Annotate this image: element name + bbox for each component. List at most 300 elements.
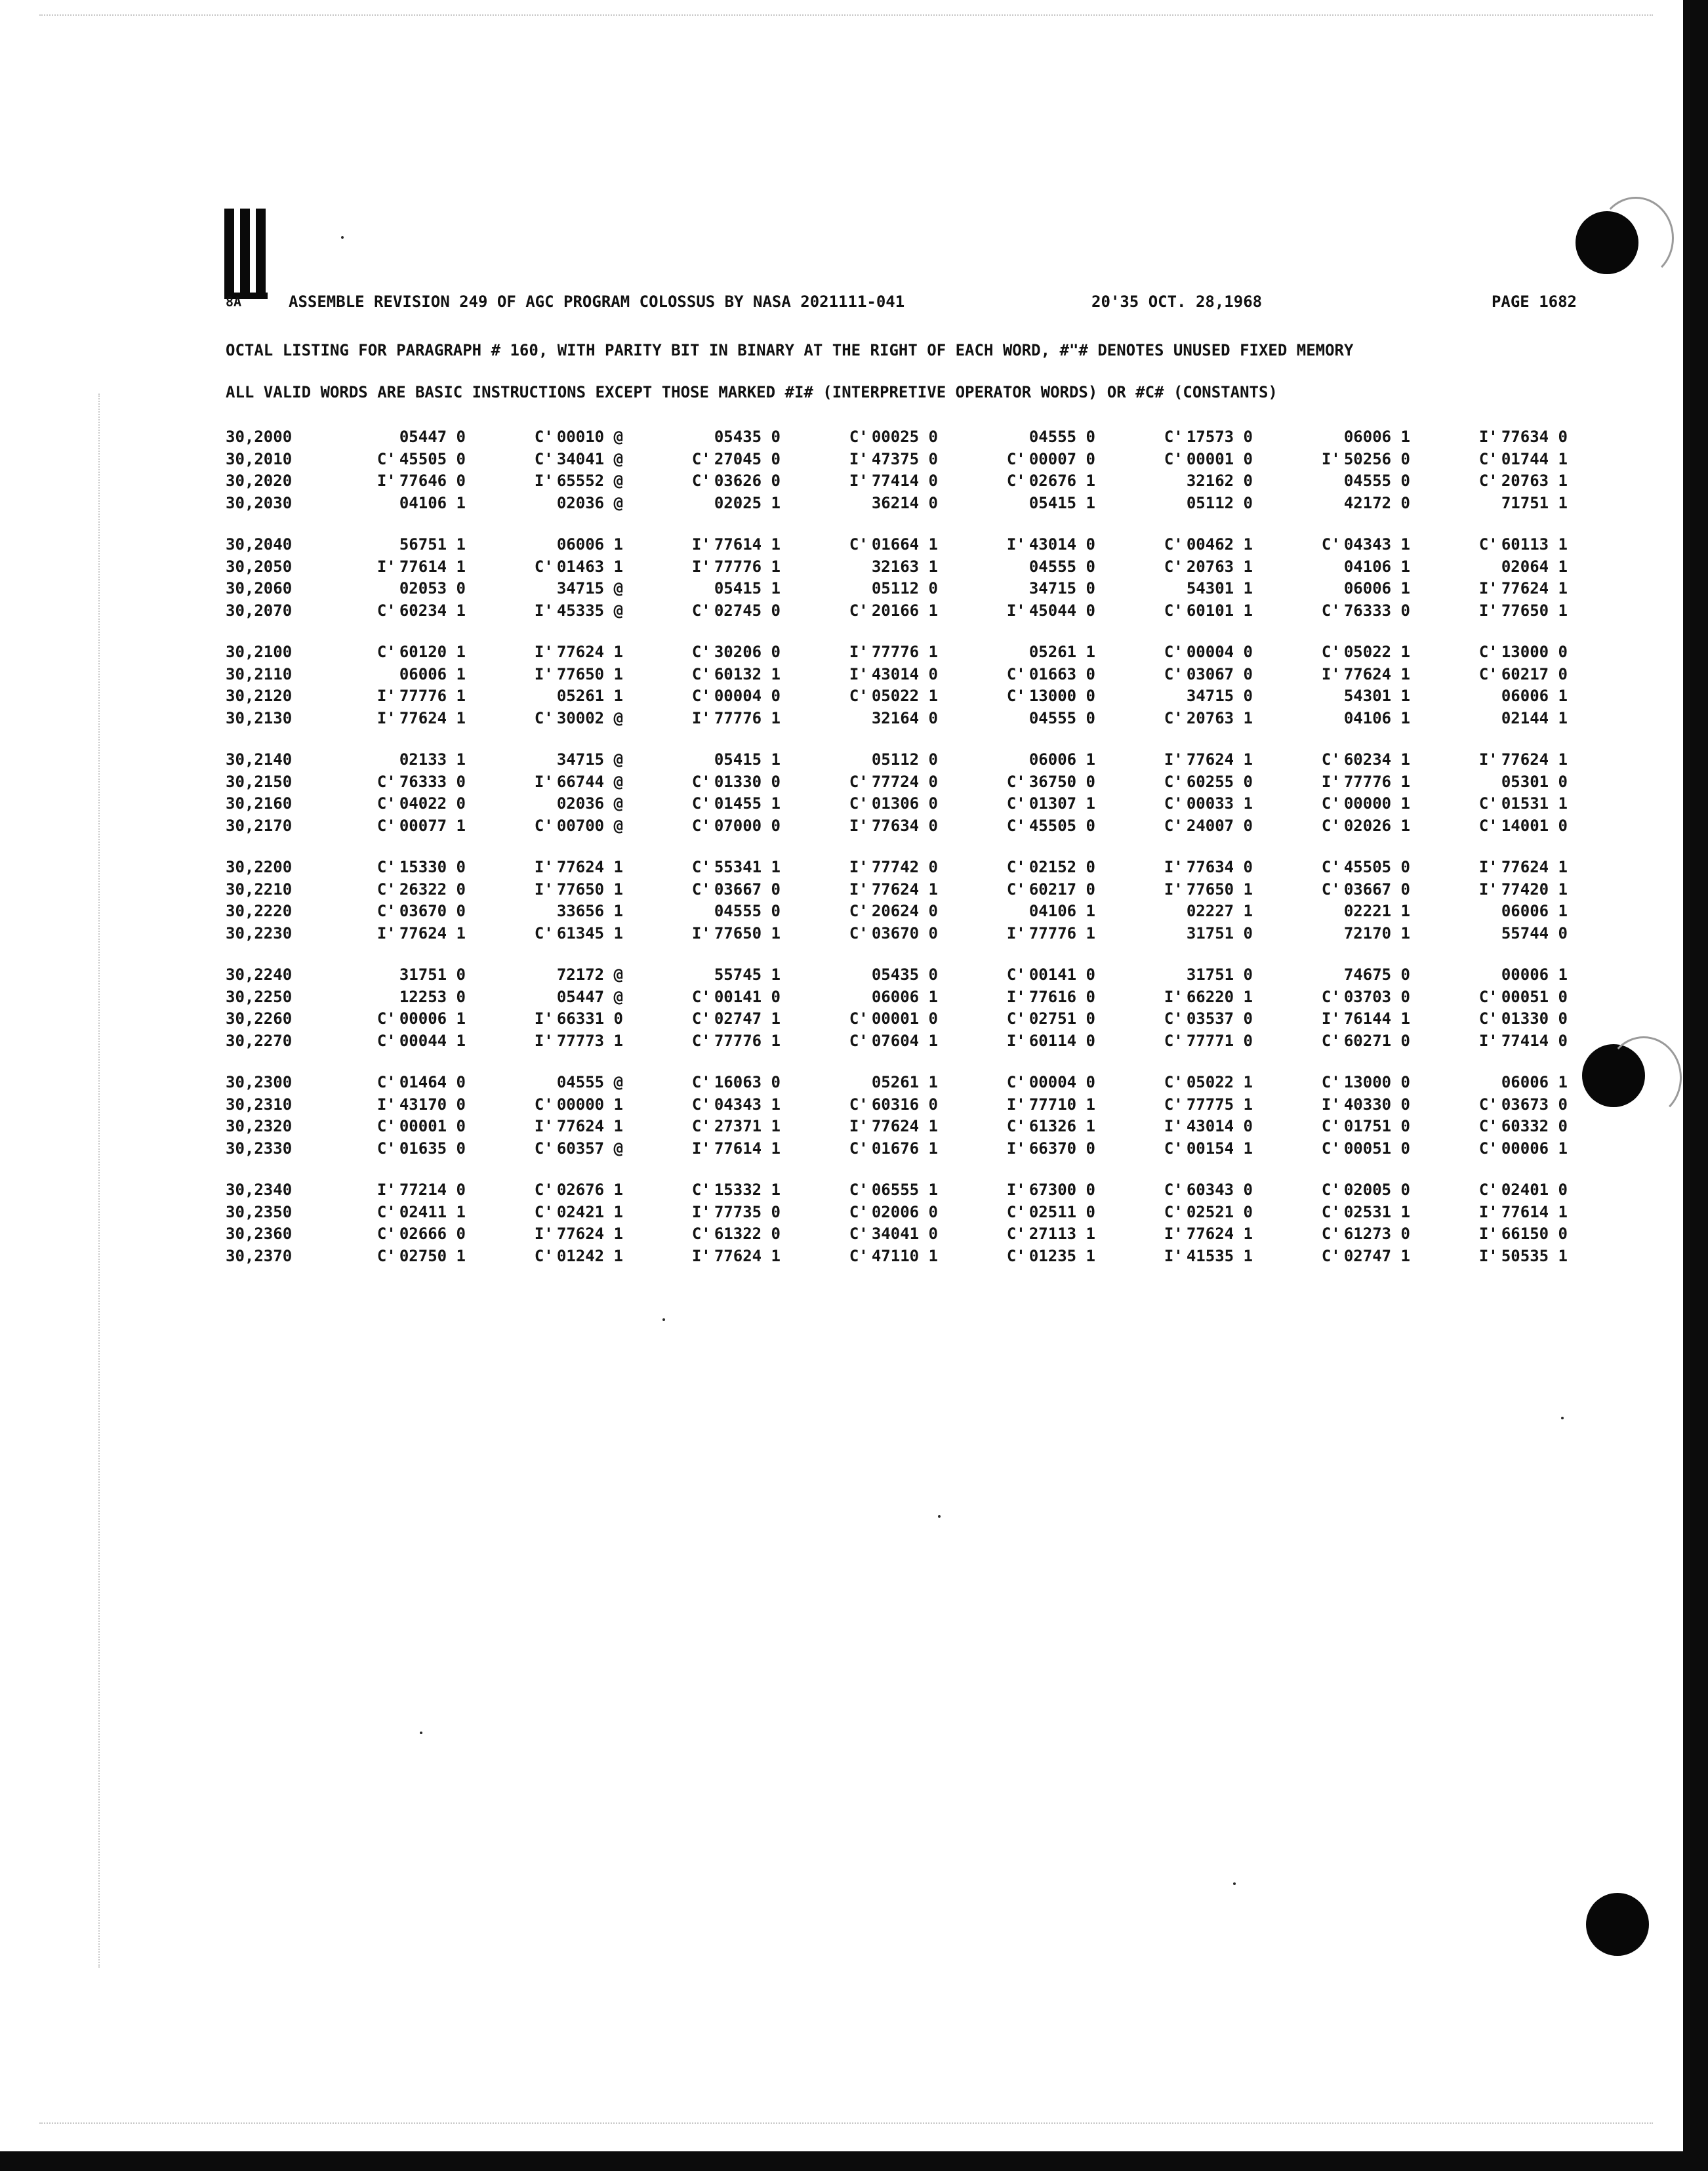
octal-word [328, 1072, 466, 1093]
word-value: 00004 0 [1028, 1073, 1095, 1091]
word-value: 13000 0 [1501, 643, 1568, 661]
row-address: 30,2220 [226, 902, 293, 920]
row-address: 30,2200 [226, 858, 293, 876]
octal-word [328, 449, 466, 470]
word-value: 02036 @ [556, 794, 623, 813]
word-value: 50256 0 [1343, 449, 1410, 468]
octal-word [1430, 664, 1568, 685]
row-address: 30,2120 [226, 687, 293, 705]
octal-word [485, 426, 623, 448]
octal-word [328, 534, 466, 556]
word-value: 60132 1 [714, 664, 781, 683]
word-value: 00025 0 [871, 428, 938, 446]
octal-word [1272, 556, 1410, 578]
word-value: 66150 0 [1501, 1225, 1568, 1243]
word-type-marker: C' [534, 816, 554, 835]
listing-row [226, 964, 1577, 986]
word-type-marker: C' [1006, 1225, 1026, 1243]
octal-word [1430, 685, 1568, 707]
word-type-marker: C' [534, 557, 554, 576]
word-value: 02144 1 [1501, 708, 1568, 727]
word-value: 02053 0 [399, 579, 466, 598]
word-value: 03670 0 [399, 902, 466, 920]
word-value: 55341 1 [714, 858, 781, 876]
octal-word [1115, 493, 1253, 514]
octal-word [1430, 493, 1568, 514]
word-value: 34041 0 [871, 1225, 938, 1243]
octal-word [485, 793, 623, 815]
word-value: 02152 0 [1028, 858, 1095, 876]
word-value: 77634 0 [1186, 858, 1253, 876]
octal-word [800, 708, 938, 729]
word-value: 02401 0 [1501, 1181, 1568, 1199]
octal-word [800, 664, 938, 685]
word-type-marker: C' [1478, 643, 1498, 661]
listing-row [226, 685, 1577, 708]
word-type-marker: I' [1164, 1225, 1183, 1243]
word-value: 15330 0 [399, 858, 466, 876]
octal-word [1430, 556, 1568, 578]
word-value: 77776 1 [1343, 772, 1410, 791]
word-value: 14001 0 [1501, 816, 1568, 835]
octal-word [1115, 1179, 1253, 1201]
word-value: 27113 1 [1028, 1225, 1095, 1243]
word-type-marker: I' [1478, 579, 1498, 598]
octal-word [1272, 749, 1410, 771]
octal-word [1430, 1223, 1568, 1245]
listing-row [226, 1246, 1577, 1268]
octal-word [643, 964, 781, 986]
octal-word [1115, 879, 1253, 901]
word-value: 60343 0 [1186, 1181, 1253, 1199]
word-value: 45044 0 [1028, 601, 1095, 620]
octal-word [1272, 426, 1410, 448]
row-address: 30,2030 [226, 493, 293, 512]
octal-word [1272, 815, 1410, 837]
scan-top-dotted-line [39, 14, 1653, 16]
octal-word [485, 578, 623, 599]
word-type-marker: C' [534, 1095, 554, 1114]
word-type-marker: I' [376, 557, 396, 576]
word-type-marker: I' [376, 708, 396, 727]
octal-word [643, 664, 781, 685]
listing-row [226, 879, 1577, 901]
word-type-marker: I' [534, 1225, 554, 1243]
word-type-marker: C' [376, 858, 396, 876]
octal-word [328, 879, 466, 901]
octal-word [800, 749, 938, 771]
octal-word [800, 470, 938, 492]
word-type-marker: C' [376, 902, 396, 920]
word-value: 05112 0 [1186, 493, 1253, 512]
word-value: 77414 0 [1501, 1031, 1568, 1050]
word-value: 77710 1 [1028, 1095, 1095, 1114]
word-value: 77624 1 [1501, 858, 1568, 876]
octal-word [958, 1072, 1095, 1093]
word-type-marker: C' [1164, 1073, 1183, 1091]
word-value: 02751 0 [1028, 1009, 1095, 1028]
word-type-marker: C' [1478, 816, 1498, 835]
octal-word [1272, 1138, 1410, 1160]
row-address: 30,2060 [226, 579, 293, 598]
word-value: 77771 0 [1186, 1031, 1253, 1050]
octal-word [1272, 664, 1410, 685]
word-value: 01330 0 [1501, 1009, 1568, 1028]
octal-word [800, 923, 938, 944]
octal-word [643, 901, 781, 922]
octal-word [485, 1030, 623, 1052]
word-value: 07000 0 [714, 816, 781, 835]
listing-row [226, 749, 1577, 771]
octal-word [485, 879, 623, 901]
word-type-marker: C' [849, 1246, 868, 1265]
word-type-marker: C' [691, 1095, 711, 1114]
word-type-marker: I' [534, 880, 554, 899]
octal-word [1115, 986, 1253, 1008]
octal-word [485, 964, 623, 986]
word-value: 03703 0 [1343, 987, 1410, 1006]
word-value: 61345 1 [556, 923, 623, 943]
octal-word [328, 1094, 466, 1116]
word-type-marker: C' [1478, 1095, 1498, 1114]
word-value: 01744 1 [1501, 449, 1568, 468]
listing-row [226, 578, 1577, 600]
word-type-marker: C' [1006, 794, 1026, 813]
word-type-marker: C' [376, 601, 396, 620]
word-value: 04106 1 [399, 493, 466, 512]
octal-word [1115, 1223, 1253, 1245]
octal-word [1115, 1246, 1253, 1267]
octal-word [1430, 1202, 1568, 1223]
octal-word [1115, 685, 1253, 707]
word-value: 76144 1 [1343, 1009, 1410, 1028]
word-type-marker: C' [1478, 664, 1498, 683]
octal-word [485, 664, 623, 685]
word-value: 34715 0 [1028, 579, 1095, 598]
word-type-marker: C' [1321, 1181, 1341, 1199]
word-value: 00001 0 [399, 1117, 466, 1135]
octal-word [1430, 879, 1568, 901]
octal-word [958, 578, 1095, 599]
listing-row [226, 1116, 1577, 1138]
octal-word [328, 470, 466, 492]
octal-word [643, 1179, 781, 1201]
word-value: 77776 1 [714, 1031, 781, 1050]
octal-word [1272, 771, 1410, 793]
word-value: 61322 0 [714, 1225, 781, 1243]
word-value: 00141 0 [1028, 965, 1095, 984]
word-value: 04106 1 [1343, 708, 1410, 727]
word-type-marker: C' [1321, 1139, 1341, 1158]
octal-word [1272, 879, 1410, 901]
octal-word [328, 815, 466, 837]
word-value: 02511 0 [1028, 1202, 1095, 1221]
octal-word [1430, 578, 1568, 599]
word-type-marker: I' [1478, 750, 1498, 769]
word-type-marker: I' [1006, 1095, 1026, 1114]
word-type-marker: I' [534, 1031, 554, 1050]
octal-word [328, 493, 466, 514]
word-value: 77624 1 [556, 858, 623, 876]
listing-block [226, 1179, 1577, 1267]
word-type-marker: I' [376, 1095, 396, 1114]
octal-word [800, 771, 938, 793]
octal-word [643, 749, 781, 771]
word-type-marker: C' [1164, 772, 1183, 791]
word-value: 20763 1 [1186, 708, 1253, 727]
word-value: 05261 1 [871, 1073, 938, 1091]
octal-word [958, 923, 1095, 944]
word-value: 02036 @ [556, 493, 623, 512]
word-value: 20624 0 [871, 902, 938, 920]
word-value: 45505 0 [399, 449, 466, 468]
word-type-marker: C' [1164, 428, 1183, 446]
octal-word [643, 1072, 781, 1093]
octal-word [800, 449, 938, 470]
octal-word [328, 1030, 466, 1052]
octal-word [328, 964, 466, 986]
word-type-marker: C' [691, 858, 711, 876]
octal-word [1115, 1138, 1253, 1160]
word-type-marker: C' [376, 1246, 396, 1265]
word-value: 00051 0 [1501, 987, 1568, 1006]
octal-word [643, 857, 781, 878]
word-value: 02676 1 [556, 1181, 623, 1199]
row-address: 30,2250 [226, 987, 293, 1006]
octal-word [1272, 1030, 1410, 1052]
listing-block [226, 1072, 1577, 1160]
word-value: 77650 1 [714, 923, 781, 943]
octal-word [643, 879, 781, 901]
octal-word [485, 857, 623, 878]
word-value: 02411 1 [399, 1202, 466, 1221]
octal-word [1115, 578, 1253, 599]
octal-word [328, 857, 466, 878]
word-value: 24007 0 [1186, 816, 1253, 835]
octal-word [1430, 857, 1568, 878]
word-value: 05261 1 [1028, 643, 1095, 661]
word-value: 04106 1 [1343, 557, 1410, 576]
octal-word [1272, 449, 1410, 470]
word-type-marker: I' [1478, 601, 1498, 620]
page-number: PAGE 1682 [1491, 293, 1577, 311]
word-value: 77634 0 [1501, 428, 1568, 446]
octal-word [328, 901, 466, 922]
word-type-marker: C' [1164, 1009, 1183, 1028]
octal-word [643, 1223, 781, 1245]
word-type-marker: I' [1321, 1095, 1341, 1114]
word-value: 02747 1 [1343, 1246, 1410, 1265]
word-value: 36214 0 [871, 493, 938, 512]
octal-word [958, 793, 1095, 815]
word-value: 05112 0 [871, 579, 938, 598]
word-value: 02531 1 [1343, 1202, 1410, 1221]
word-type-marker: C' [1321, 794, 1341, 813]
word-value: 55745 1 [714, 965, 781, 984]
word-value: 03667 0 [714, 880, 781, 899]
word-value: 01306 0 [871, 794, 938, 813]
word-value: 43014 0 [871, 664, 938, 683]
row-address: 30,2010 [226, 449, 293, 468]
row-address: 30,2330 [226, 1139, 293, 1158]
row-address: 30,2160 [226, 794, 293, 813]
octal-word [328, 1202, 466, 1223]
word-value: 60271 0 [1343, 1031, 1410, 1050]
scan-speck [1233, 1882, 1236, 1885]
word-value: 54301 1 [1343, 687, 1410, 705]
octal-word [328, 708, 466, 729]
word-value: 36750 0 [1028, 772, 1095, 791]
word-type-marker: C' [691, 664, 711, 683]
assembly-timestamp: 20'35 OCT. 28,1968 [1091, 293, 1263, 311]
word-value: 77420 1 [1501, 880, 1568, 899]
word-value: 01464 0 [399, 1073, 466, 1091]
word-type-marker: C' [849, 794, 868, 813]
word-type-marker: C' [376, 816, 396, 835]
octal-word [643, 708, 781, 729]
octal-word [643, 556, 781, 578]
octal-word [1430, 901, 1568, 922]
word-type-marker: C' [849, 923, 868, 943]
octal-word [800, 1116, 938, 1137]
word-value: 05022 1 [1186, 1073, 1253, 1091]
word-value: 77624 1 [1343, 664, 1410, 683]
word-value: 05435 0 [714, 428, 781, 446]
word-type-marker: C' [1164, 1095, 1183, 1114]
row-address: 30,2050 [226, 557, 293, 576]
word-value: 00033 1 [1186, 794, 1253, 813]
word-value: 71751 1 [1501, 493, 1568, 512]
register-bar [256, 209, 266, 294]
word-value: 03626 0 [714, 472, 781, 490]
word-value: 77624 1 [1501, 579, 1568, 598]
word-type-marker: C' [849, 1181, 868, 1199]
word-type-marker: I' [1006, 1181, 1026, 1199]
octal-word [643, 534, 781, 556]
row-address: 30,2110 [226, 664, 293, 683]
word-value: 20763 1 [1186, 557, 1253, 576]
octal-word [1115, 556, 1253, 578]
word-value: 16063 0 [714, 1073, 781, 1091]
word-type-marker: I' [534, 858, 554, 876]
word-type-marker: C' [1321, 987, 1341, 1006]
word-type-marker: C' [1006, 472, 1026, 490]
word-type-marker: I' [849, 880, 868, 899]
word-type-marker: C' [1321, 601, 1341, 620]
word-value: 05447 @ [556, 987, 623, 1006]
octal-word [643, 641, 781, 663]
word-type-marker: C' [1321, 1031, 1341, 1050]
word-value: 77616 0 [1028, 987, 1095, 1006]
octal-word [800, 1008, 938, 1030]
word-value: 04343 1 [714, 1095, 781, 1114]
octal-word [485, 534, 623, 556]
octal-word [643, 600, 781, 622]
word-value: 77624 1 [1186, 1225, 1253, 1243]
binder-hole-ring-middle [1606, 1036, 1682, 1119]
word-type-marker: I' [534, 643, 554, 661]
octal-word [328, 923, 466, 944]
octal-word [1115, 749, 1253, 771]
row-address: 30,2130 [226, 708, 293, 727]
octal-word [485, 449, 623, 470]
listing-row [226, 470, 1577, 493]
octal-word [958, 771, 1095, 793]
scan-speck [420, 1732, 422, 1734]
word-value: 60217 0 [1028, 880, 1095, 899]
word-value: 60113 1 [1501, 535, 1568, 554]
octal-word [1115, 600, 1253, 622]
listing-row [226, 708, 1577, 730]
register-mark-label: 8A [226, 294, 242, 310]
word-value: 45505 0 [1343, 858, 1410, 876]
listing-row [226, 857, 1577, 879]
word-type-marker: C' [1006, 772, 1026, 791]
octal-word [643, 493, 781, 514]
word-type-marker: C' [691, 687, 711, 705]
octal-word [958, 815, 1095, 837]
octal-word [958, 857, 1095, 878]
word-value: 05301 0 [1501, 772, 1568, 791]
word-type-marker: I' [1478, 1225, 1498, 1243]
word-value: 41535 1 [1186, 1246, 1253, 1265]
word-value: 12253 0 [399, 987, 466, 1006]
word-type-marker: C' [849, 535, 868, 554]
word-value: 01531 1 [1501, 794, 1568, 813]
octal-word [1430, 708, 1568, 729]
row-address: 30,2240 [226, 965, 293, 984]
octal-word [800, 964, 938, 986]
word-value: 77735 0 [714, 1202, 781, 1221]
word-type-marker: C' [376, 1139, 396, 1158]
word-type-marker: C' [534, 449, 554, 468]
word-type-marker: I' [691, 923, 711, 943]
octal-word [1115, 771, 1253, 793]
word-type-marker: C' [1321, 1117, 1341, 1135]
octal-word [485, 923, 623, 944]
listing-row [226, 1179, 1577, 1202]
octal-word [800, 493, 938, 514]
octal-word [800, 1138, 938, 1160]
word-type-marker: I' [1006, 923, 1026, 943]
listing-row [226, 901, 1577, 923]
word-type-marker: C' [1006, 449, 1026, 468]
word-type-marker: C' [1006, 1202, 1026, 1221]
word-value: 32162 0 [1186, 472, 1253, 490]
octal-word [1115, 534, 1253, 556]
octal-word [958, 641, 1095, 663]
octal-word [1272, 964, 1410, 986]
octal-word [485, 641, 623, 663]
word-type-marker: I' [534, 1117, 554, 1135]
word-type-marker: I' [1321, 664, 1341, 683]
row-address: 30,2270 [226, 1031, 293, 1050]
word-value: 05415 1 [714, 579, 781, 598]
word-type-marker: I' [691, 1246, 711, 1265]
word-value: 56751 1 [399, 535, 466, 554]
word-type-marker: C' [849, 1095, 868, 1114]
binder-hole-bottom [1586, 1893, 1649, 1956]
word-type-marker: C' [849, 687, 868, 705]
word-type-marker: I' [1164, 858, 1183, 876]
word-type-marker: C' [1006, 1117, 1026, 1135]
word-value: 04555 0 [1028, 708, 1095, 727]
row-address: 30,2070 [226, 601, 293, 620]
word-value: 43170 0 [399, 1095, 466, 1114]
word-type-marker: C' [691, 772, 711, 791]
listing-row [226, 600, 1577, 622]
octal-word [485, 556, 623, 578]
